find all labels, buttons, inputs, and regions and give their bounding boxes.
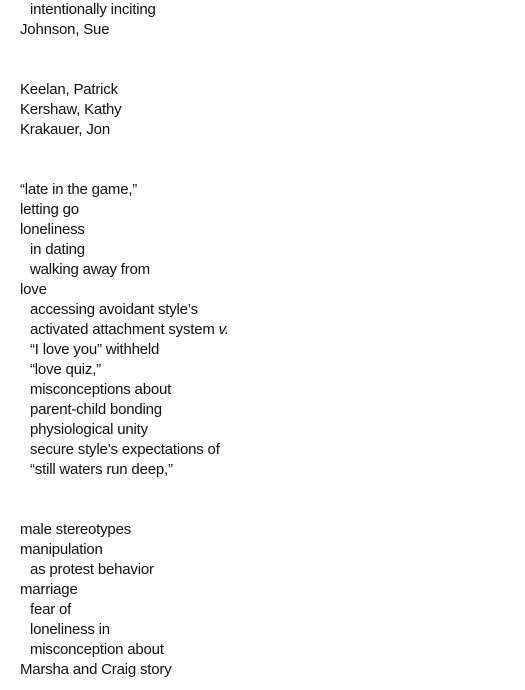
entry-text: “late in the game,”: [20, 181, 138, 198]
entry-text: Kershaw, Kathy: [20, 101, 122, 118]
index-entry: [20, 80, 510, 100]
entry-text: parent-child bonding: [30, 401, 162, 418]
index-entry: [20, 100, 510, 120]
index-entry: [20, 120, 510, 140]
entry-text: activated attachment system: [30, 321, 215, 338]
entry-text: love: [20, 281, 47, 298]
index-entry: [20, 580, 510, 600]
entry-text: loneliness in: [30, 621, 110, 638]
entry-text: Keelan, Patrick: [20, 81, 118, 98]
index-subentry: [20, 240, 510, 260]
index-entry: [20, 20, 510, 40]
index-page: [20, 0, 510, 680]
index-subentry: [20, 640, 510, 660]
entry-text: intentionally inciting: [30, 1, 156, 18]
entry-text: Johnson, Sue: [20, 21, 110, 38]
index-subentry: [20, 440, 510, 460]
entry-text: letting go: [20, 201, 79, 218]
entry-text: manipulation: [20, 541, 103, 558]
entry-text: in dating: [30, 241, 85, 258]
index-subentry: [20, 320, 510, 340]
entry-text: Krakauer, Jon: [20, 121, 110, 138]
index-entry: [20, 520, 510, 540]
index-entry: [20, 180, 510, 200]
index-subentry: [20, 260, 510, 280]
entry-italic-suffix: v.: [218, 321, 229, 338]
index-subentry: [20, 360, 510, 380]
entry-text: accessing avoidant style’s: [30, 301, 198, 318]
index-subentry: [20, 460, 510, 480]
index-subentry: [20, 420, 510, 440]
entry-text: secure style’s expectations of: [30, 441, 220, 458]
entry-text: marriage: [20, 581, 78, 598]
entry-text: Marsha and Craig story: [20, 661, 172, 678]
section-gap: [20, 140, 510, 180]
entry-text: misconceptions about: [30, 381, 172, 398]
entry-text: male stereotypes: [20, 521, 132, 538]
entry-text: physiological unity: [30, 421, 148, 438]
entry-text: misconception about: [30, 641, 164, 658]
index-entry: [20, 540, 510, 560]
index-entry: [20, 200, 510, 220]
index-subentry: [20, 600, 510, 620]
index-subentry: [20, 620, 510, 640]
index-subentry: [20, 0, 510, 20]
entry-text: “I love you” withheld: [30, 341, 160, 358]
index-entry: [20, 280, 510, 300]
entry-text: loneliness: [20, 221, 85, 238]
index-subentry: [20, 400, 510, 420]
entry-text: as protest behavior: [30, 561, 154, 578]
index-entry: [20, 220, 510, 240]
index-subentry: [20, 300, 510, 320]
index-subentry: [20, 340, 510, 360]
entry-text: “still waters run deep,”: [30, 461, 173, 478]
section-gap: [20, 480, 510, 520]
index-entry: [20, 660, 510, 680]
index-subentry: [20, 380, 510, 400]
section-gap: [20, 40, 510, 80]
entry-text: walking away from: [30, 261, 150, 278]
index-subentry: [20, 560, 510, 580]
entry-text: fear of: [30, 601, 72, 618]
entry-text: “love quiz,”: [30, 361, 101, 378]
